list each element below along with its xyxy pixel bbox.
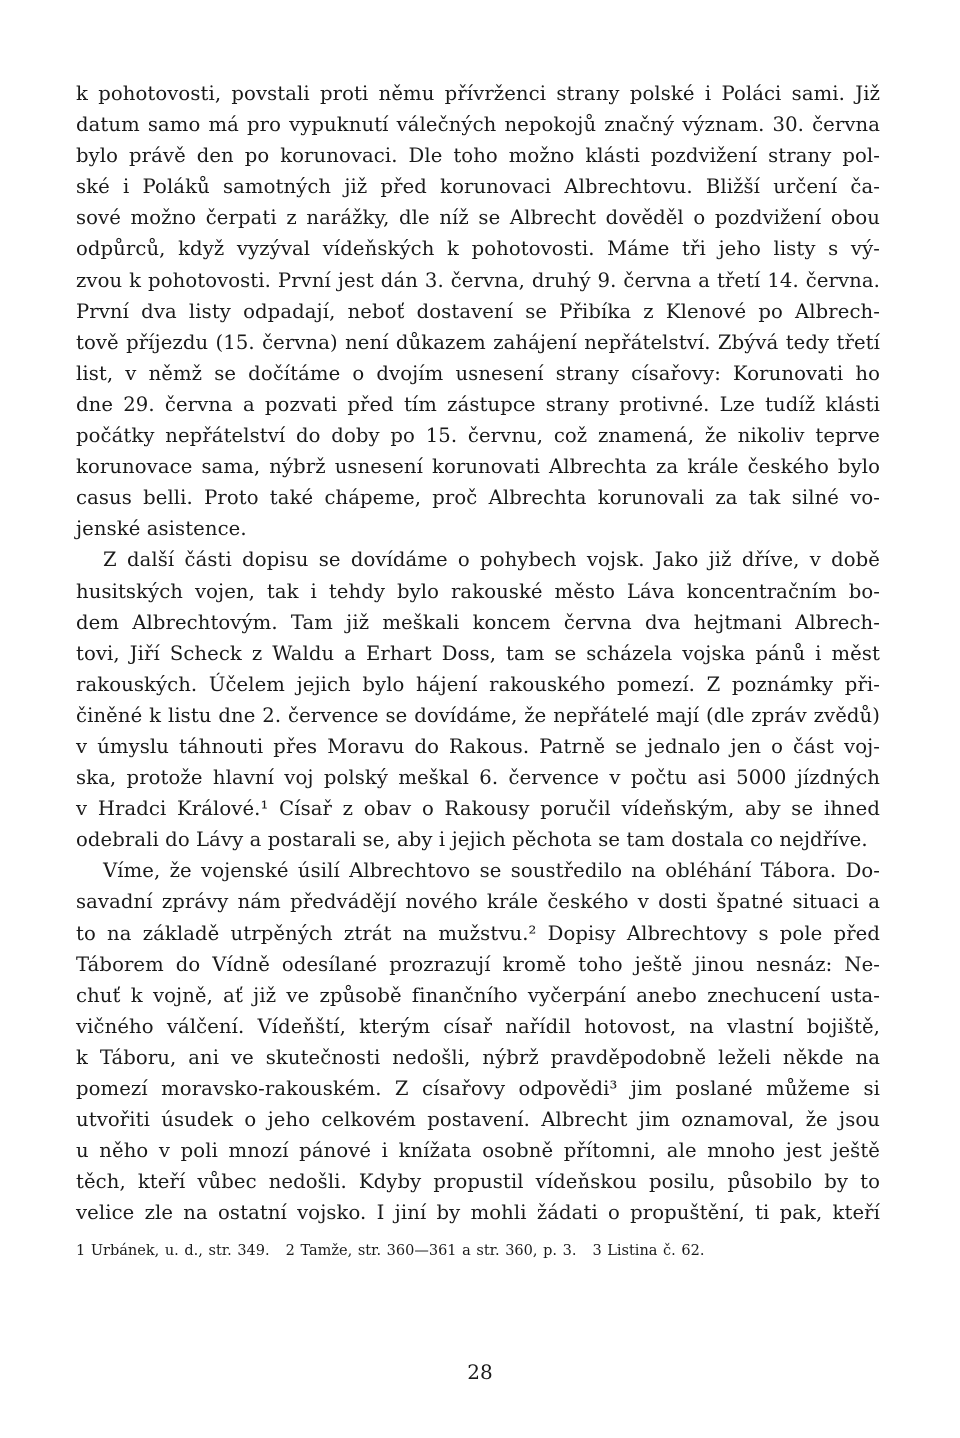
footnote: 1 Urbánek, u. d., str. 349.: [76, 1243, 270, 1260]
footnote: 2 Tamže, str. 360—361 a str. 360, p. 3.: [285, 1243, 577, 1260]
text-line: ska, protože hlavní voj polský meškal 6. července v počtu asi 5000 jízdných: [76, 766, 880, 790]
text-line: husitských vojen, tak i tehdy bylo rakouské město Láva koncentračním bo-: [76, 579, 880, 603]
footnotes: [76, 1240, 880, 1262]
text-line: korunovace sama, nýbrž usnesení korunovati Albrechta za krále českého bylo: [76, 455, 880, 479]
text-line: savadní zprávy nám předvádějí nového krále českého v dosti špatné situaci a: [76, 890, 880, 914]
text-line: k pohotovosti, povstali proti němu přívrženci strany polské i Poláci sami. Již: [76, 82, 880, 105]
text-line: Táborem do Vídně odesílané prozrazují kromě toho ještě jinou nesnáz: Ne-: [76, 952, 880, 976]
text-line: dem Albrechtovým. Tam již meškali koncem června dva hejtmani Albrech-: [76, 610, 880, 634]
text-line: utvořiti úsudek o jeho celkovém postavení. Albrecht jim oznamoval, že jsou: [76, 1108, 880, 1132]
text-line: k Táboru, ani ve skutečnosti nedošli, nýbrž pravděpodobně leželi někde na: [76, 1045, 880, 1069]
text-line: bylo právě den po korunovaci. Dle toho možno klásti pozdvižení strany pol-: [76, 144, 880, 168]
paragraph: [76, 78, 880, 544]
text-line: První dva listy odpadají, neboť dostavení se Přibíka z Klenové po Albrech-: [76, 299, 880, 323]
text-line: list, v němž se dočítáme o dvojím usnesení strany císařovy: Korunovati ho: [76, 361, 880, 385]
text-line: v Hradci Králové.¹ Císař z obav o Rakousy poručil vídeňským, aby se ihned: [76, 797, 880, 821]
paragraph: [76, 855, 880, 1228]
body-text: [76, 78, 880, 1228]
text-line: pomezí moravsko-rakouském. Z císařovy odpovědi³ jim poslané můžeme si: [76, 1077, 880, 1100]
text-line: vičného válčení. Vídeňští, kterým císař nařídil hotovost, na vlastní bojiště,: [76, 1014, 880, 1038]
footnote: 3 Listina č. 62.: [592, 1243, 705, 1260]
page-number: 28: [467, 1360, 493, 1384]
text-line: datum samo má pro vypuknutí válečných nepokojů značný význam. 30. června: [76, 113, 880, 137]
document-page: [76, 78, 880, 1262]
text-line: velice zle na ostatní vojsko. I jiní by mohli žádati o propuštění, ti pak, kteří: [76, 1201, 880, 1225]
text-line: činěné k listu dne 2. července se dovídáme, že nepřátelé mají (dle zpráv zvědů): [76, 703, 880, 727]
text-line: tovi, Jiří Scheck z Waldu a Erhart Doss, tam se scházela vojska pánů i měst: [76, 641, 880, 665]
text-line: sové možno čerpati z narážky, dle níž se Albrecht dověděl o pozdvižení obou: [76, 206, 880, 230]
text-line: ské i Poláků samotných již před korunovaci Albrechtovu. Bližší určení ča-: [76, 175, 880, 199]
text-line: casus belli. Proto také chápeme, proč Albrechta korunovali za tak silné vo-: [76, 486, 880, 510]
text-line: jenské asistence.: [76, 517, 247, 541]
text-line: v úmyslu táhnouti přes Moravu do Rakous. Patrně se jednalo jen o část voj-: [76, 734, 880, 758]
text-line: zvou k pohotovosti. První jest dán 3. června, druhý 9. června a třetí 14. června.: [76, 268, 880, 292]
text-line: tově příjezdu (15. června) není důkazem zahájení nepřátelství. Zbývá tedy třetí: [76, 330, 880, 354]
text-line: odebrali do Lávy a postarali se, aby i jejich pěchota se tam dostala co nejdříve.: [76, 828, 868, 852]
text-line: Víme, že vojenské úsilí Albrechtovo se soustředilo na obléhání Tábora. Do-: [103, 859, 880, 883]
text-line: chuť k vojně, ať již ve způsobě finančního vyčerpání anebo znechucení usta-: [76, 983, 880, 1007]
text-line: Z další části dopisu se dovídáme o pohybech vojsk. Jako již dříve, v době: [103, 548, 880, 572]
text-line: odpůrců, když vyzýval vídeňských k pohotovosti. Máme tři jeho listy s vý-: [76, 237, 880, 261]
paragraph: [76, 544, 880, 855]
text-line: u něho v poli mnozí pánové i knížata osobně přítomni, ale mnoho jest ještě: [76, 1139, 880, 1163]
text-line: to na základě utrpěných ztrát na mužstvu.² Dopisy Albrechtovy s pole před: [76, 921, 880, 945]
text-line: dne 29. června a pozvati před tím zástupce strany protivné. Lze tudíž klásti: [76, 392, 880, 416]
text-line: počátky nepřátelství do doby po 15. červnu, což znamená, že nikoliv teprve: [76, 424, 880, 448]
text-line: těch, kteří vůbec nedošli. Kdyby propustil vídeňskou posilu, působilo by to: [76, 1170, 880, 1194]
text-line: rakouských. Účelem jejich bylo hájení rakouského pomezí. Z poznámky při-: [76, 672, 880, 696]
